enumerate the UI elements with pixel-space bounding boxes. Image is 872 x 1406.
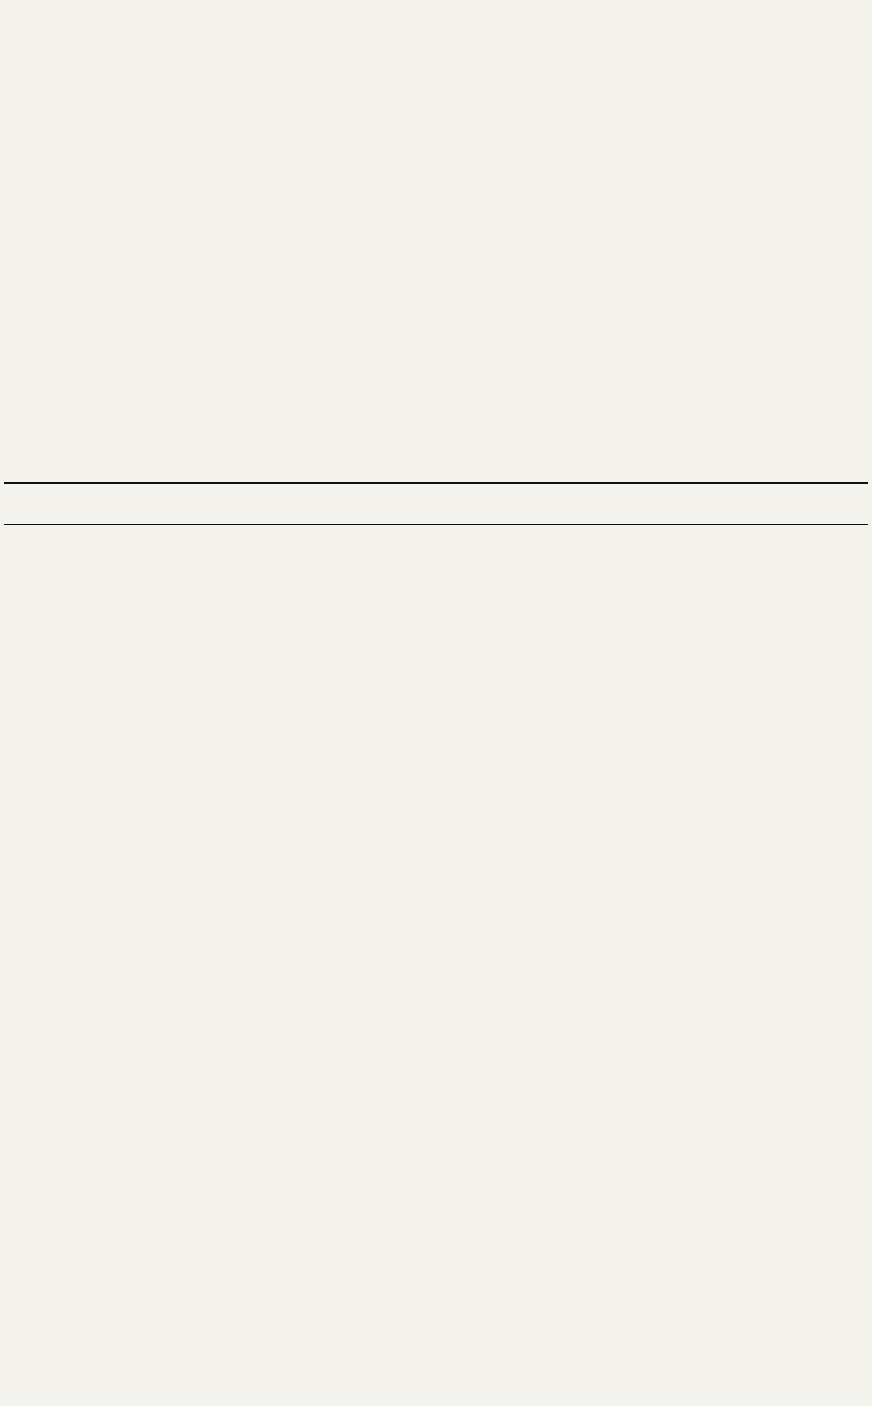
page-header bbox=[0, 4, 872, 18]
service-guide-section bbox=[4, 534, 870, 1402]
dateline bbox=[822, 5, 826, 14]
help-wanted-section bbox=[4, 18, 870, 480]
deadline-bar bbox=[4, 522, 868, 532]
home-service-guide-banner bbox=[4, 482, 868, 525]
